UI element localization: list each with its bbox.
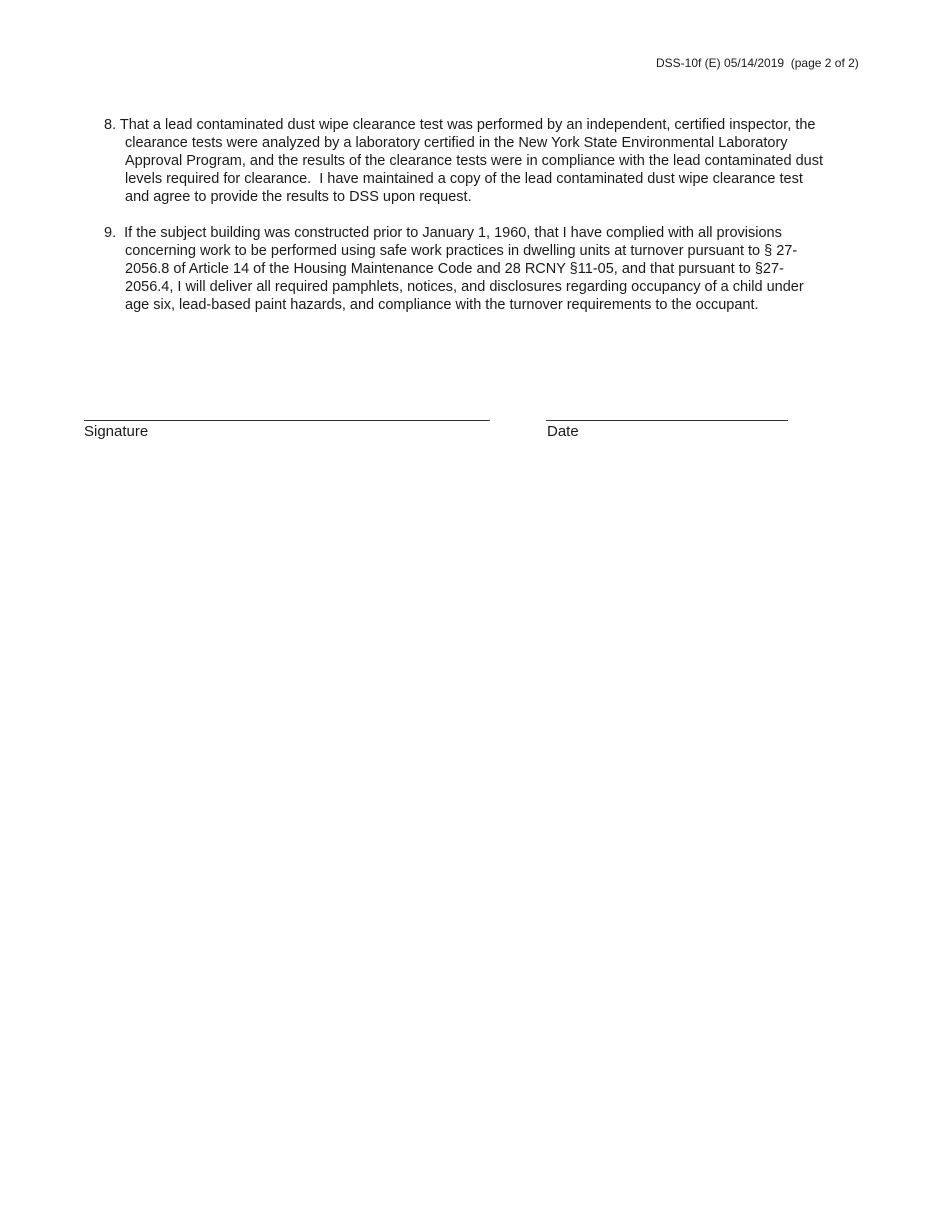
certification-item-8 (104, 116, 884, 206)
signature-label: Signature (84, 423, 149, 440)
item-text-line: and agree to provide the results to DSS upon request. (125, 189, 472, 205)
date-label: Date (547, 423, 579, 440)
certification-item-9 (104, 224, 884, 314)
item-text-line: concerning work to be performed using safe work practices in dwelling units at turnover pursuant to § 27- (125, 243, 798, 259)
item-text-line: 2056.4, I will deliver all required pamphlets, notices, and disclosures regarding occupancy of a child under (125, 279, 804, 295)
item-text-line: 9. If the subject building was constructed prior to January 1, 1960, that I have complied with all provisions (104, 225, 782, 241)
item-text-line: 8. That a lead contaminated dust wipe clearance test was performed by an independent, certified inspector, the (104, 117, 816, 133)
form-code: DSS-10f (E) 05/14/2019 (page 2 of 2) (656, 56, 859, 70)
item-text-line: Approval Program, and the results of the clearance tests were in compliance with the lead contaminated dust (125, 153, 823, 169)
item-text-line: age six, lead-based paint hazards, and compliance with the turnover requirements to the occupant. (125, 297, 759, 313)
signature-field[interactable] (84, 420, 490, 421)
item-text-line: levels required for clearance. I have maintained a copy of the lead contaminated dust wipe clearance test (125, 171, 803, 187)
item-text-line: clearance tests were analyzed by a laboratory certified in the New York State Environmental Laboratory (125, 135, 788, 151)
item-text-line: 2056.8 of Article 14 of the Housing Maintenance Code and 28 RCNY §11-05, and that pursuant to §27- (125, 261, 784, 277)
date-field[interactable] (546, 420, 788, 421)
